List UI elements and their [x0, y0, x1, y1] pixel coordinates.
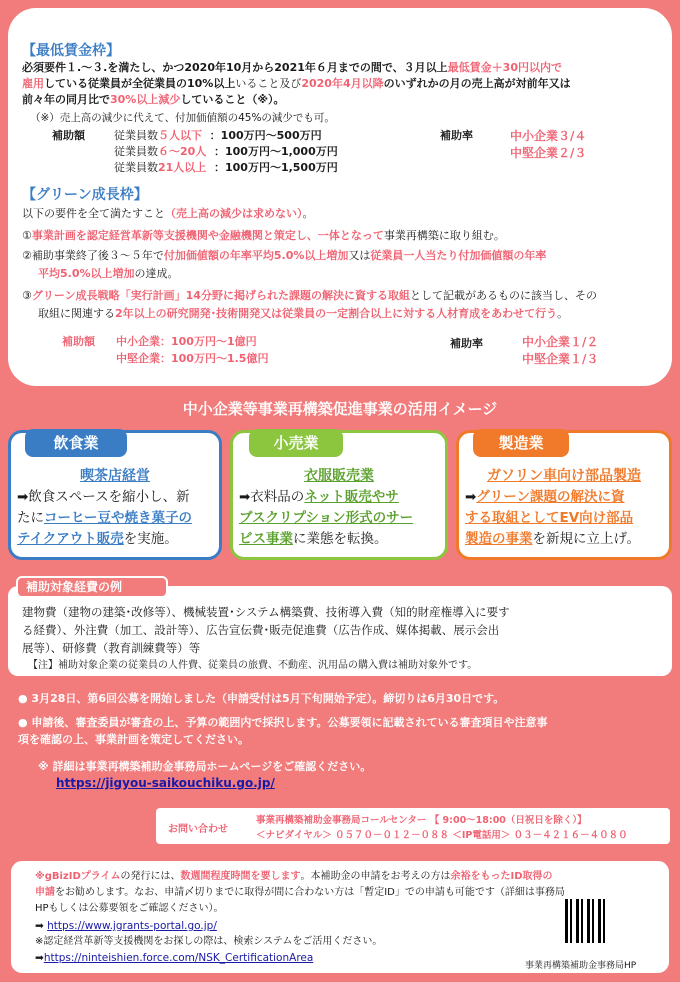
- gbiz-line1: ※gBizIDプライムの発行には、数週間程度時間を要します。本補助金の申請をお考えの方は余裕をもったID取得の: [35, 871, 553, 882]
- expenses-tag: 補助対象経費の例: [16, 576, 168, 598]
- card-title: ガソリン車向け部品製造: [487, 468, 641, 484]
- green-req2: ②補助事業終了後３～５年で付加価値額の年率平均5.0%以上増加又は従業員一人当たり付加価値額の年率: [22, 249, 547, 262]
- green-req3-cont: 取組に関連する2年以上の研究開発･技術開発又は従業員の一定割合以上に対する人材育成をあわせて行う。: [38, 307, 569, 320]
- bullet-detail: ※ 詳細は事業再構築補助金事務局ホームページをご確認ください。: [38, 760, 372, 773]
- card-body: ➡飲食スペースを縮小し、新 たにコーヒー豆や焼き菓子の テイクアウト販売を実施。: [17, 489, 192, 547]
- min-wage-note: （※）売上高の減少に代えて、付加価値額の45%の減少でも可。: [30, 112, 335, 124]
- green-req1: ①事業計画を認定経営革新等支援機関や金融機関と策定し、一体となって事業再構築に取り組む。: [22, 229, 505, 242]
- qr-caption: 事業再構築補助金事務局HP: [525, 961, 637, 971]
- green-amount2: 中堅企業：100万円～1.5億円: [116, 352, 269, 365]
- card-restaurant: [8, 430, 222, 560]
- card-manufacturing: [456, 430, 672, 560]
- gbiz-line5: ※認定経営革新等支援機関をお探しの際は、検索システムをご活用ください。: [35, 936, 383, 947]
- contact-label: お問い合わせ: [168, 824, 228, 835]
- green-req3: ③グリーン成長戦略「実行計画」14分野に掲げられた課題の解決に資する取組として記載があるものに該当し、その: [22, 289, 597, 302]
- card-title: 喫茶店経営: [80, 468, 150, 484]
- green-req2-cont: 平均5.0%以上増加の達成。: [38, 267, 179, 280]
- gbiz-line3: HPもしくは公募要領をご確認ください）。: [35, 903, 224, 914]
- contact-box: [156, 808, 670, 844]
- min-wage-row3: 従業員数21人以上 ：100万円～1,500万円: [114, 161, 338, 174]
- bullet-review: ● 申請後、審査委員が審査の上、予算の範囲内で採択します。公募要領に記載されている審査項目や注意事: [18, 716, 548, 729]
- min-wage-row1: 従業員数５人以下 ：100万円～500万円: [114, 129, 322, 142]
- expenses-line2: る経費）、外注費（加工、設計等）、広告宣伝費･販売促進費（広告作成、媒体掲載、展示会出: [22, 623, 500, 637]
- min-wage-rate1: 中小企業３/４: [510, 129, 587, 143]
- expenses-line3: 展等）、研修費（教育訓練費等）等: [22, 641, 201, 655]
- bullet-schedule: ● 3月28日、第6回公募を開始しました（申請受付は5月下旬開始予定）。締切りは6月30日です。: [18, 692, 505, 705]
- green-amount-label: 補助額: [62, 335, 95, 348]
- green-heading: 【グリーン成長枠】: [22, 187, 148, 203]
- phone-numbers: ＜ナビダイヤル＞ ０５７０－０１２－０８８ ＜IP電話用＞ ０３－４２１６－４０８０: [256, 830, 628, 841]
- card-retail: [230, 430, 448, 560]
- expenses-line1: 建物費（建物の建築･改修等）、機械装置･システム構築費、技術導入費（知的財産権導入に要す: [22, 605, 510, 619]
- card-tab: 飲食業: [25, 429, 127, 457]
- green-amount1: 中小企業：100万円～1億円: [116, 335, 257, 348]
- min-wage-row2: 従業員数６～20人 ：100万円～1,000万円: [114, 145, 338, 158]
- card-title: 衣服販売業: [304, 468, 374, 484]
- ninteishien-link[interactable]: https://ninteishien.force.com/NSK_CertificationArea: [43, 952, 314, 964]
- bullet-review-cont: 項を確認の上、事業計画を策定してください。: [18, 733, 249, 746]
- min-wage-heading: 【最低賃金枠】: [22, 43, 120, 59]
- min-wage-line3: 前々年の同月比で30%以上減少していること（※）。: [22, 93, 285, 106]
- card-body: ➡グリーン課題の解決に資 する取組としてEV向け部品 製造の事業を新規に立上げ。: [465, 489, 640, 547]
- jgrants-link[interactable]: https://www.jgrants-portal.go.jp/: [47, 920, 217, 932]
- green-rate2: 中堅企業１/３: [522, 352, 599, 366]
- gbiz-line2: 申請をお勧めします。なお、申請〆切りまでに取得が間に合わない方は「暫定ID」での申請も可能です（詳細は事務局: [35, 887, 565, 898]
- arrow-icon: ➡: [35, 920, 48, 932]
- min-wage-line2: 雇用している従業員が全従業員の10%以上いること及び2020年4月以降のいずれかの月の売上高が対前年又は: [22, 77, 571, 90]
- card-tab: 製造業: [473, 429, 569, 457]
- min-wage-amount-label: 補助額: [52, 129, 85, 142]
- min-wage-rate-label: 補助率: [440, 129, 473, 142]
- green-rate1: 中小企業１/２: [522, 335, 599, 349]
- card-body: ➡衣料品のネット販売やサ ブスクリプション形式のサー ビス事業に業態を転換。: [239, 489, 414, 547]
- gbiz-panel: [8, 858, 672, 976]
- green-intro: 以下の要件を全て満たすこと（売上高の減少は求めない）。: [22, 207, 314, 220]
- min-wage-rate2: 中堅企業２/３: [510, 146, 587, 160]
- official-site-link[interactable]: https://jigyou-saikouchiku.go.jp/: [56, 776, 275, 790]
- call-center: 事業再構築補助金事務局コールセンター 【 9:00～18:00（日祝日を除く）】: [256, 815, 587, 826]
- green-rate-label: 補助率: [450, 337, 483, 350]
- qr-code-icon[interactable]: [565, 899, 609, 943]
- expenses-note: 【注】補助対象企業の従業員の人件費、従業員の旅費、不動産、汎用品の購入費は補助対象外です。: [28, 660, 478, 671]
- card-tab: 小売業: [249, 429, 343, 457]
- arrow-icon: ➡: [35, 952, 44, 964]
- usage-title: 中小企業等事業再構築促進事業の活用イメージ: [182, 400, 498, 418]
- min-wage-line1: 必須要件１.～３.を満たし、かつ2020年10月から2021年６月までの間で、３月以上最低賃金＋30円以内で: [22, 61, 562, 74]
